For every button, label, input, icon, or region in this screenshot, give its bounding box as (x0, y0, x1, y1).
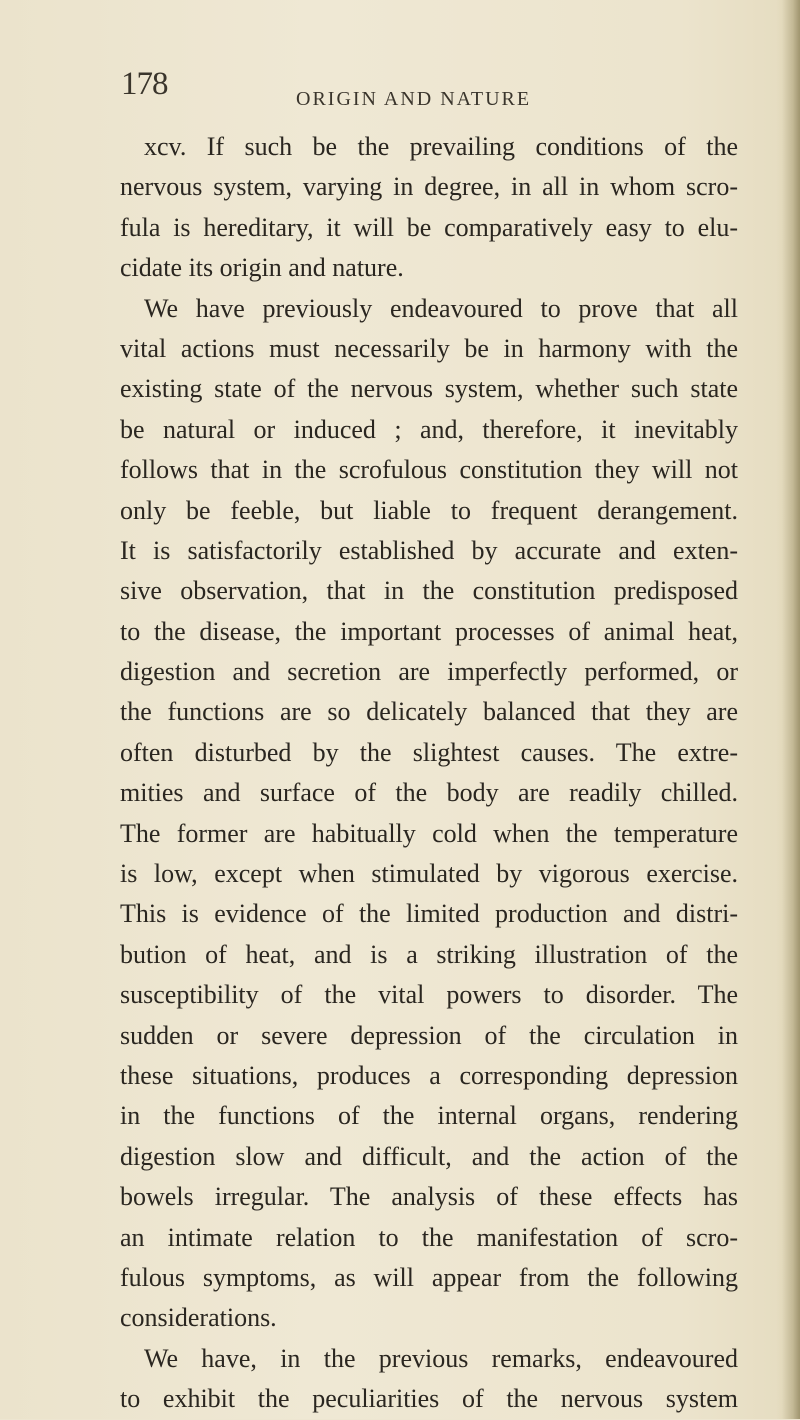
text-line: bowels irregular. The analysis of these effects has (120, 1182, 738, 1212)
text-line: existing state of the nervous system, whether such state (120, 374, 738, 404)
text-line: considerations. (120, 1303, 277, 1333)
running-title: ORIGIN AND NATURE (296, 88, 532, 110)
text-line: susceptibility of the vital powers to disorder. The (120, 980, 738, 1010)
text-line: It is satisfactorily established by accurate and exten- (120, 535, 738, 565)
text-line: an intimate relation to the manifestation of scro- (120, 1222, 738, 1252)
text-line: nervous system, varying in degree, in all in whom scro- (120, 172, 738, 202)
text-line: these situations, produces a corresponding depression (120, 1060, 738, 1090)
text-line: digestion and secretion are imperfectly performed, or (120, 657, 738, 687)
page-edge-shadow (782, 0, 800, 1419)
text-line: fula is hereditary, it will be comparatively easy to elu- (120, 212, 738, 242)
text-line: vital actions must necessarily be in harmony with the (120, 333, 738, 363)
text-line: often disturbed by the slightest causes. The extre- (120, 737, 738, 767)
text-line: the functions are so delicately balanced that they are (120, 697, 738, 727)
text-line: be natural or induced ; and, therefore, it inevitably (120, 414, 738, 444)
text-line: bution of heat, and is a striking illustration of the (120, 939, 738, 969)
text-line: is low, except when stimulated by vigorous exercise. (120, 859, 738, 889)
body-text (120, 127, 738, 1420)
page-number: 178 (121, 66, 168, 102)
text-line: follows that in the scrofulous constitution they will not (120, 455, 738, 485)
text-line: This is evidence of the limited production and distri- (120, 899, 738, 929)
text-line: sudden or severe depression of the circulation in (120, 1020, 738, 1050)
text-line: digestion slow and difficult, and the action of the (120, 1141, 738, 1171)
text-line: in the functions of the internal organs, rendering (120, 1101, 738, 1131)
text-line: The former are habitually cold when the temperature (120, 818, 738, 848)
text-line: mities and surface of the body are readily chilled. (120, 778, 738, 808)
text-line: fulous symptoms, as will appear from the following (120, 1262, 738, 1292)
text-line: xcv. If such be the prevailing conditions of the (144, 132, 738, 161)
text-line: sive observation, that in the constitution predisposed (120, 576, 738, 606)
text-line: cidate its origin and nature. (120, 253, 404, 283)
text-line: to exhibit the peculiarities of the nervous system (120, 1384, 738, 1414)
text-line: We have, in the previous remarks, endeavoured (144, 1343, 738, 1373)
text-line: only be feeble, but liable to frequent derangement. (120, 495, 738, 525)
text-line: to the disease, the important processes of animal heat, (120, 616, 738, 646)
text-line: We have previously endeavoured to prove that all (144, 293, 738, 323)
